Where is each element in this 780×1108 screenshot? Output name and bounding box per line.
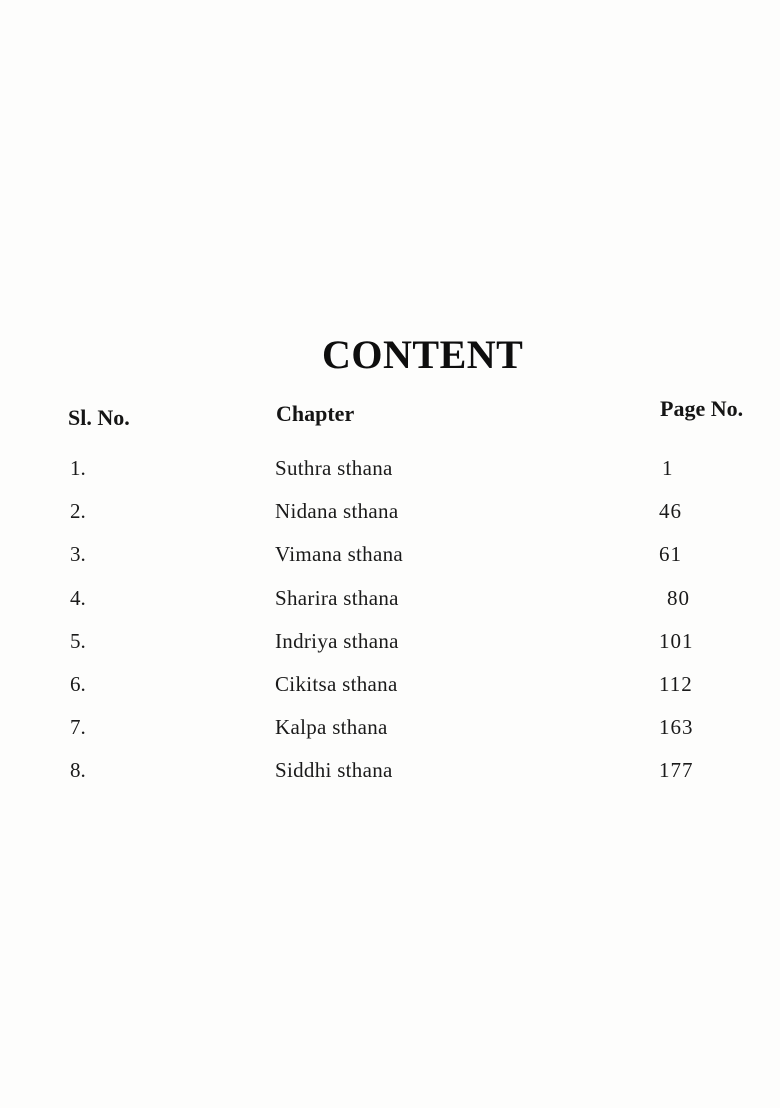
toc-row-page: 61 bbox=[659, 542, 682, 566]
toc-row-chapter: Vimana sthana bbox=[275, 542, 404, 566]
toc-row-page: 101 bbox=[659, 629, 694, 653]
toc-row-chapter: Indriya sthana bbox=[275, 629, 399, 653]
toc-row-sl-no: 1. bbox=[70, 456, 86, 480]
page-title: CONTENT bbox=[322, 332, 524, 377]
toc-row-chapter: Cikitsa sthana bbox=[275, 672, 398, 696]
toc-row-sl-no: 5. bbox=[70, 629, 86, 653]
toc-row bbox=[0, 756, 780, 786]
column-header-sl-no: Sl. No. bbox=[68, 405, 130, 430]
toc-row bbox=[0, 670, 780, 700]
toc-row-sl-no: 6. bbox=[70, 672, 86, 696]
toc-row-chapter: Siddhi sthana bbox=[275, 758, 393, 782]
toc-row bbox=[0, 540, 780, 570]
toc-row bbox=[0, 627, 780, 657]
toc-row bbox=[0, 584, 780, 614]
toc-row-sl-no: 4. bbox=[70, 586, 86, 610]
toc-row-page: 177 bbox=[659, 758, 694, 782]
column-header-page-no: Page No. bbox=[660, 396, 744, 421]
toc-row bbox=[0, 497, 780, 527]
toc-row-sl-no: 3. bbox=[70, 542, 86, 566]
toc-row-sl-no: 2. bbox=[70, 499, 86, 523]
toc-row bbox=[0, 713, 780, 743]
toc-row-page: 46 bbox=[659, 499, 682, 523]
toc-row-chapter: Kalpa sthana bbox=[275, 715, 388, 739]
toc-row-sl-no: 7. bbox=[70, 715, 86, 739]
toc-row-page: 112 bbox=[659, 672, 693, 696]
toc-row-page: 80 bbox=[667, 586, 690, 610]
toc-row-page: 163 bbox=[659, 715, 694, 739]
toc-row-page: 1 bbox=[662, 456, 674, 480]
toc-row-sl-no: 8. bbox=[70, 758, 86, 782]
toc-row-chapter: Sharira sthana bbox=[275, 586, 399, 610]
toc-row bbox=[0, 454, 780, 484]
toc-row-chapter: Suthra sthana bbox=[275, 456, 393, 480]
toc-row-chapter: Nidana sthana bbox=[275, 499, 399, 523]
column-header-chapter: Chapter bbox=[276, 401, 355, 426]
